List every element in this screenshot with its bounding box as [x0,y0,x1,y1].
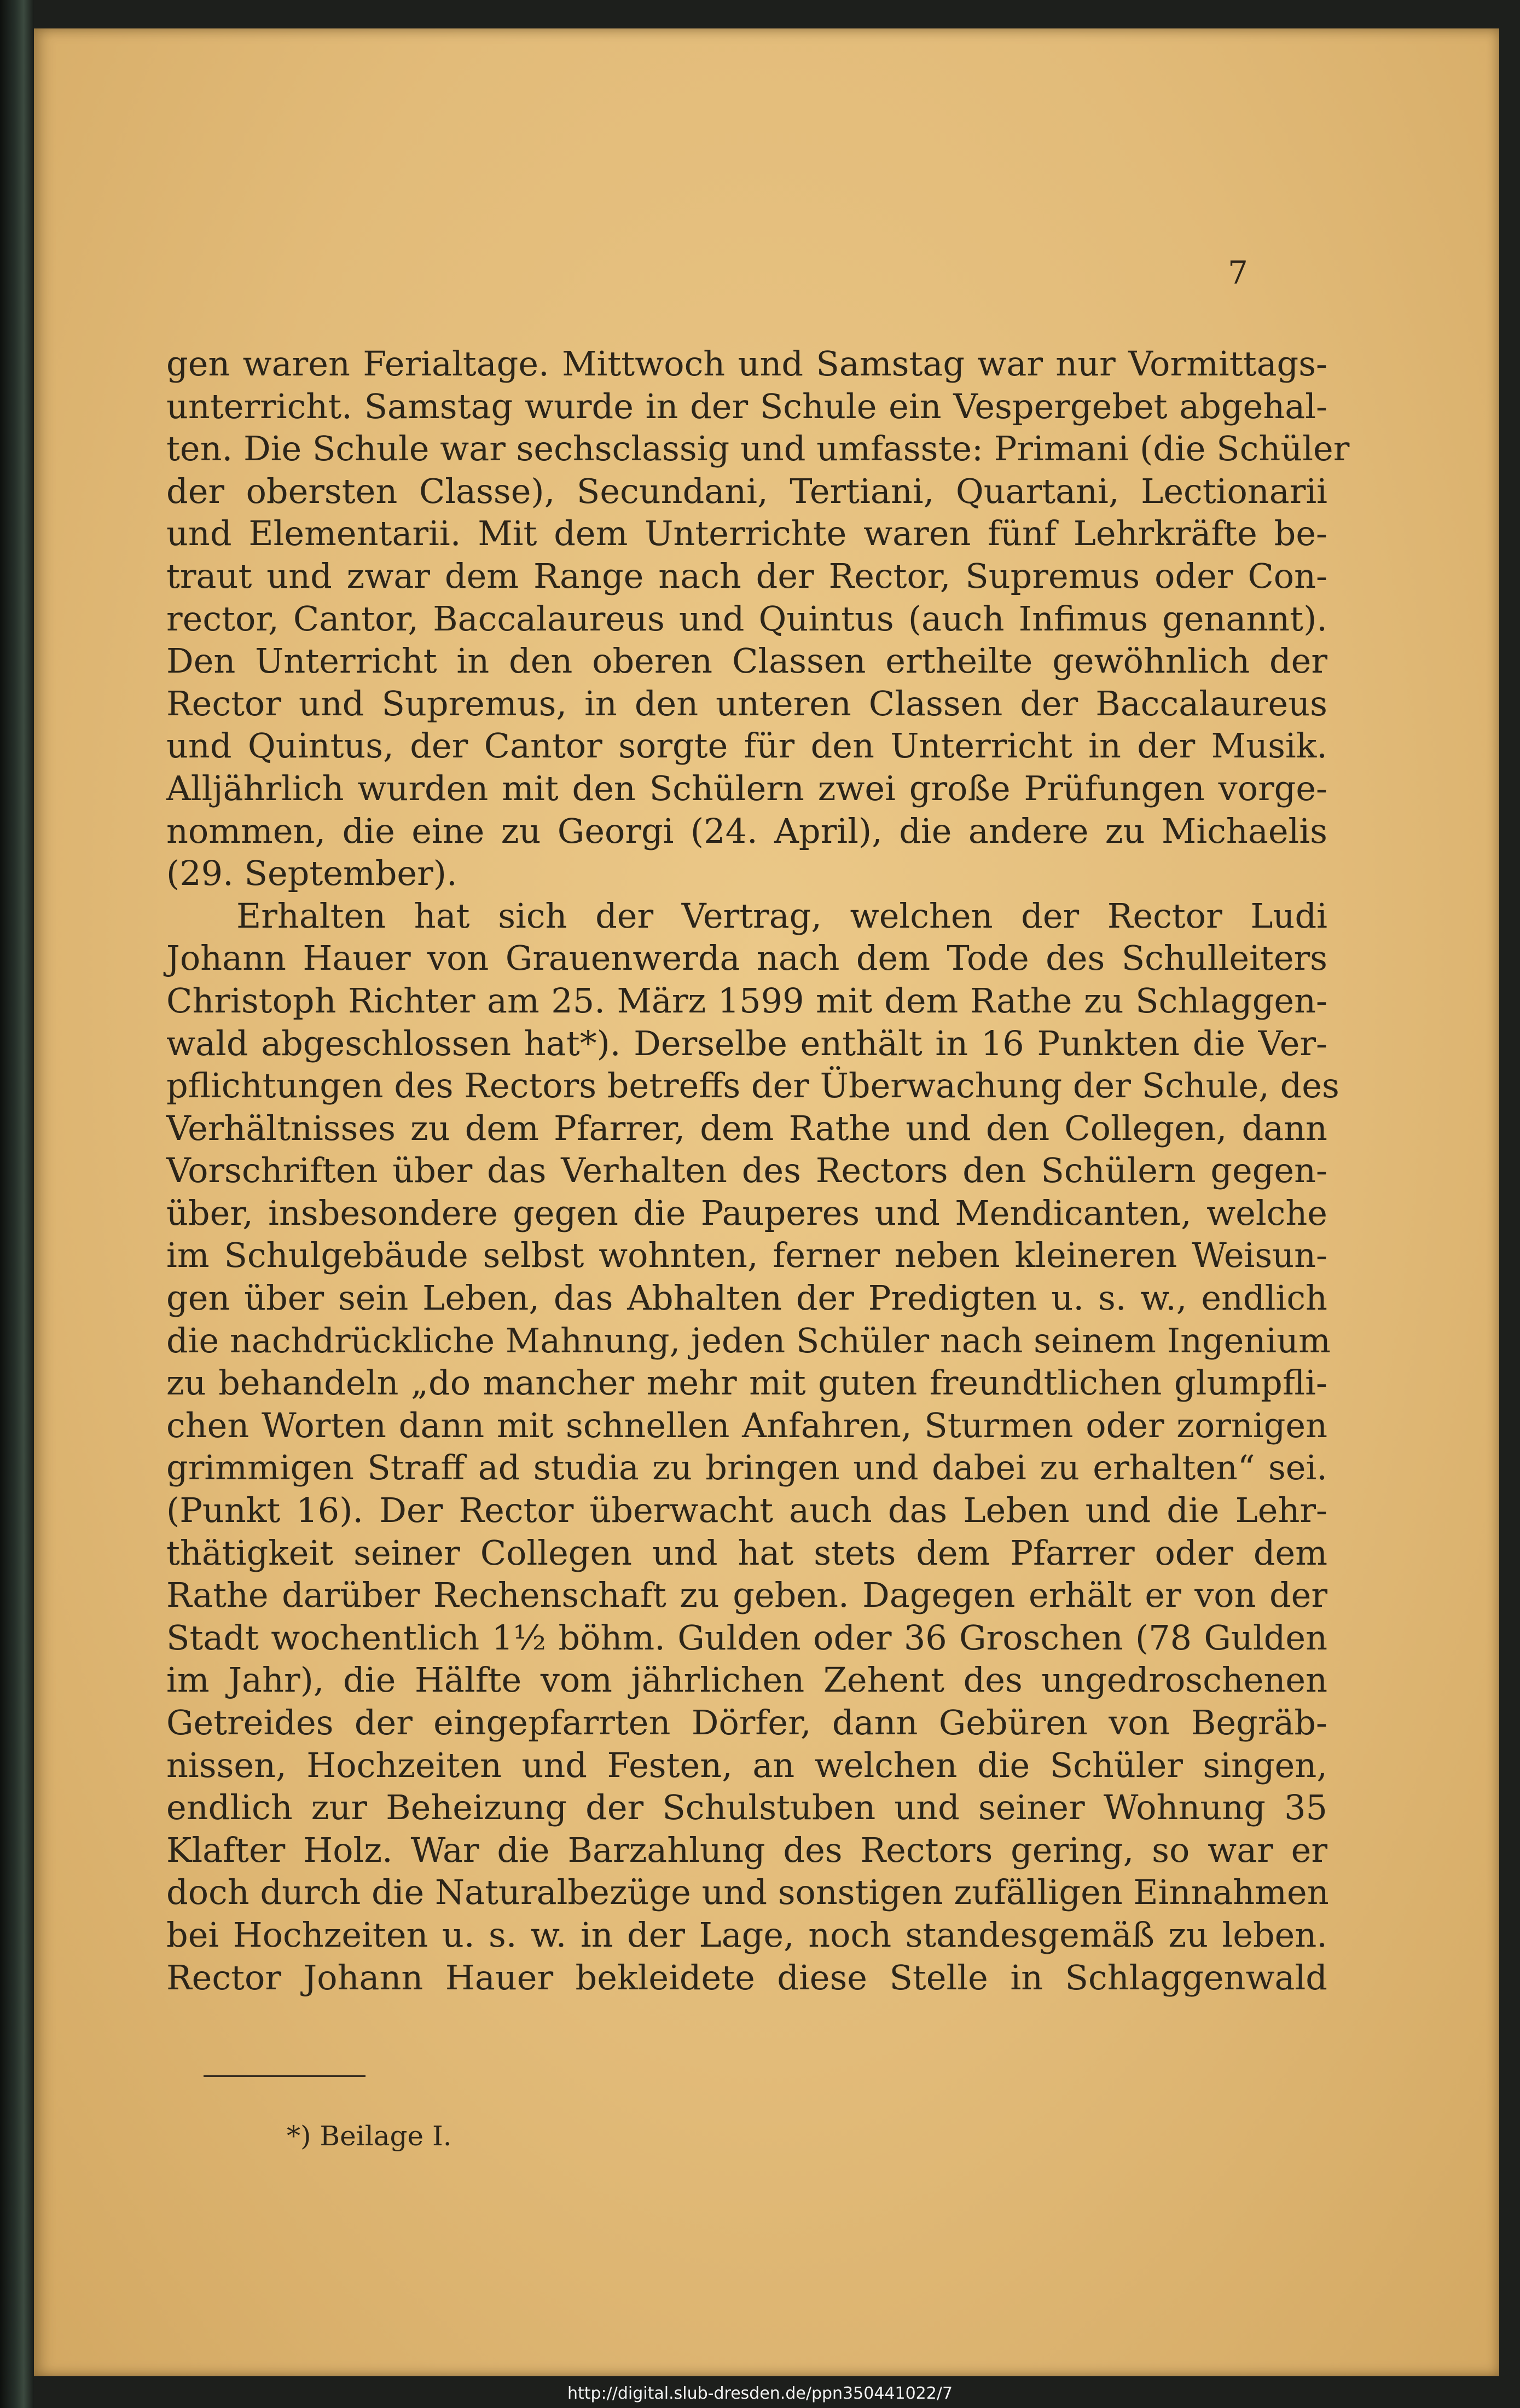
text-line: chen Worten dann mit schnellen Anfahren, Sturmen oder zornigen [166,1405,1327,1445]
text-line: thätigkeit seiner Collegen und hat stets dem Pfarrer oder dem [166,1532,1327,1573]
book-page [34,28,1499,2376]
book-spine-edge [0,0,34,2408]
text-line: Rathe darüber Rechenschaft zu geben. Dagegen erhält er von der [166,1575,1327,1616]
text-line: doch durch die Naturalbezüge und sonstigen zufälligen Einnahmen [166,1872,1329,1913]
text-line: gen über sein Leben, das Abhalten der Predigten u. s. w., endlich [166,1278,1327,1318]
text-line: Johann Hauer von Grauenwerda nach dem Tode des Schulleiters [166,938,1327,979]
text-line: über, insbesondere gegen die Pauperes und Mendicanten, welche [166,1193,1327,1233]
text-line: ten. Die Schule war sechsclassig und umfasste: Primani (die Schüler [166,429,1350,469]
text-line: Rector und Supremus, in den unteren Classen der Baccalaureus [166,683,1327,723]
text-line: Rector Johann Hauer bekleidete diese Stelle in Schlaggenwald [166,1957,1327,1998]
text-line: im Schulgebäude selbst wohnten, ferner neben kleineren Weisun- [166,1235,1327,1276]
text-line: unterricht. Samstag wurde in der Schule ein Vespergebet abgehal- [166,386,1327,426]
text-line: grimmigen Straff ad studia zu bringen und dabei zu erhalten“ sei. [166,1448,1327,1488]
text-line: die nachdrückliche Mahnung, jeden Schüler nach seinem Ingenium [166,1320,1331,1361]
text-line: endlich zur Beheizung der Schulstuben und seiner Wohnung 35 [166,1787,1327,1828]
text-line: zu behandeln „do mancher mehr mit guten freundtlichen glumpfli- [166,1363,1327,1403]
text-line: nissen, Hochzeiten und Festen, an welchen die Schüler singen, [166,1745,1327,1785]
text-line: und Quintus, der Cantor sorgte für den Unterricht in der Musik. [166,726,1327,766]
text-line: der obersten Classe), Secundani, Tertiani, Quartani, Lectionarii [166,471,1327,511]
text-line: Den Unterricht in den oberen Classen ertheilte gewöhnlich der [166,641,1327,681]
text-line: Christoph Richter am 25. März 1599 mit dem Rathe zu Schlaggen- [166,980,1327,1021]
text-line: gen waren Ferialtage. Mittwoch und Samstag war nur Vormittags- [166,344,1327,384]
text-line: Klafter Holz. War die Barzahlung des Rectors gering, so war er [166,1830,1327,1870]
text-line: Alljährlich wurden mit den Schülern zwei große Prüfungen vorge- [166,768,1327,808]
footnote-divider [204,2075,366,2077]
page-number: 7 [1228,254,1248,291]
text-line: pflichtungen des Rectors betreffs der Überwachung der Schule, des [166,1066,1339,1106]
text-line: Vorschriften über das Verhalten des Rectors den Schülern gegen- [166,1150,1327,1191]
text-line: wald abgeschlossen hat*). Derselbe enthält in 16 Punkten die Ver- [166,1023,1327,1063]
text-line: im Jahr), die Hälfte vom jährlichen Zehent des ungedroschenen [166,1660,1327,1700]
text-line: und Elementarii. Mit dem Unterrichte waren fünf Lehrkräfte be- [166,513,1327,554]
text-line: (29. September). [166,853,457,894]
text-line: traut und zwar dem Range nach der Rector, Supremus oder Con- [166,555,1327,596]
text-line: rector, Cantor, Baccalaureus und Quintus (auch Infimus genannt). [166,598,1327,639]
text-line: (Punkt 16). Der Rector überwacht auch das Leben und die Lehr- [166,1490,1327,1531]
text-line: nommen, die eine zu Georgi (24. April), die andere zu Michaelis [166,811,1327,851]
text-line: Getreides der eingepfarrten Dörfer, dann Gebüren von Begräb- [166,1703,1327,1743]
text-line: Erhalten hat sich der Vertrag, welchen der Rector Ludi [236,895,1327,936]
source-url: http://digital.slub-dresden.de/ppn350441022/7 [567,2384,953,2403]
footnote: *) Beilage I. [287,2120,452,2152]
body-text [166,343,1350,1999]
text-line: Stadt wochentlich 1½ böhm. Gulden oder 36 Groschen (78 Gulden [166,1617,1327,1658]
text-line: bei Hochzeiten u. s. w. in der Lage, noch standesgemäß zu leben. [166,1914,1327,1955]
text-line: Verhältnisses zu dem Pfarrer, dem Rathe und den Collegen, dann [166,1108,1327,1148]
